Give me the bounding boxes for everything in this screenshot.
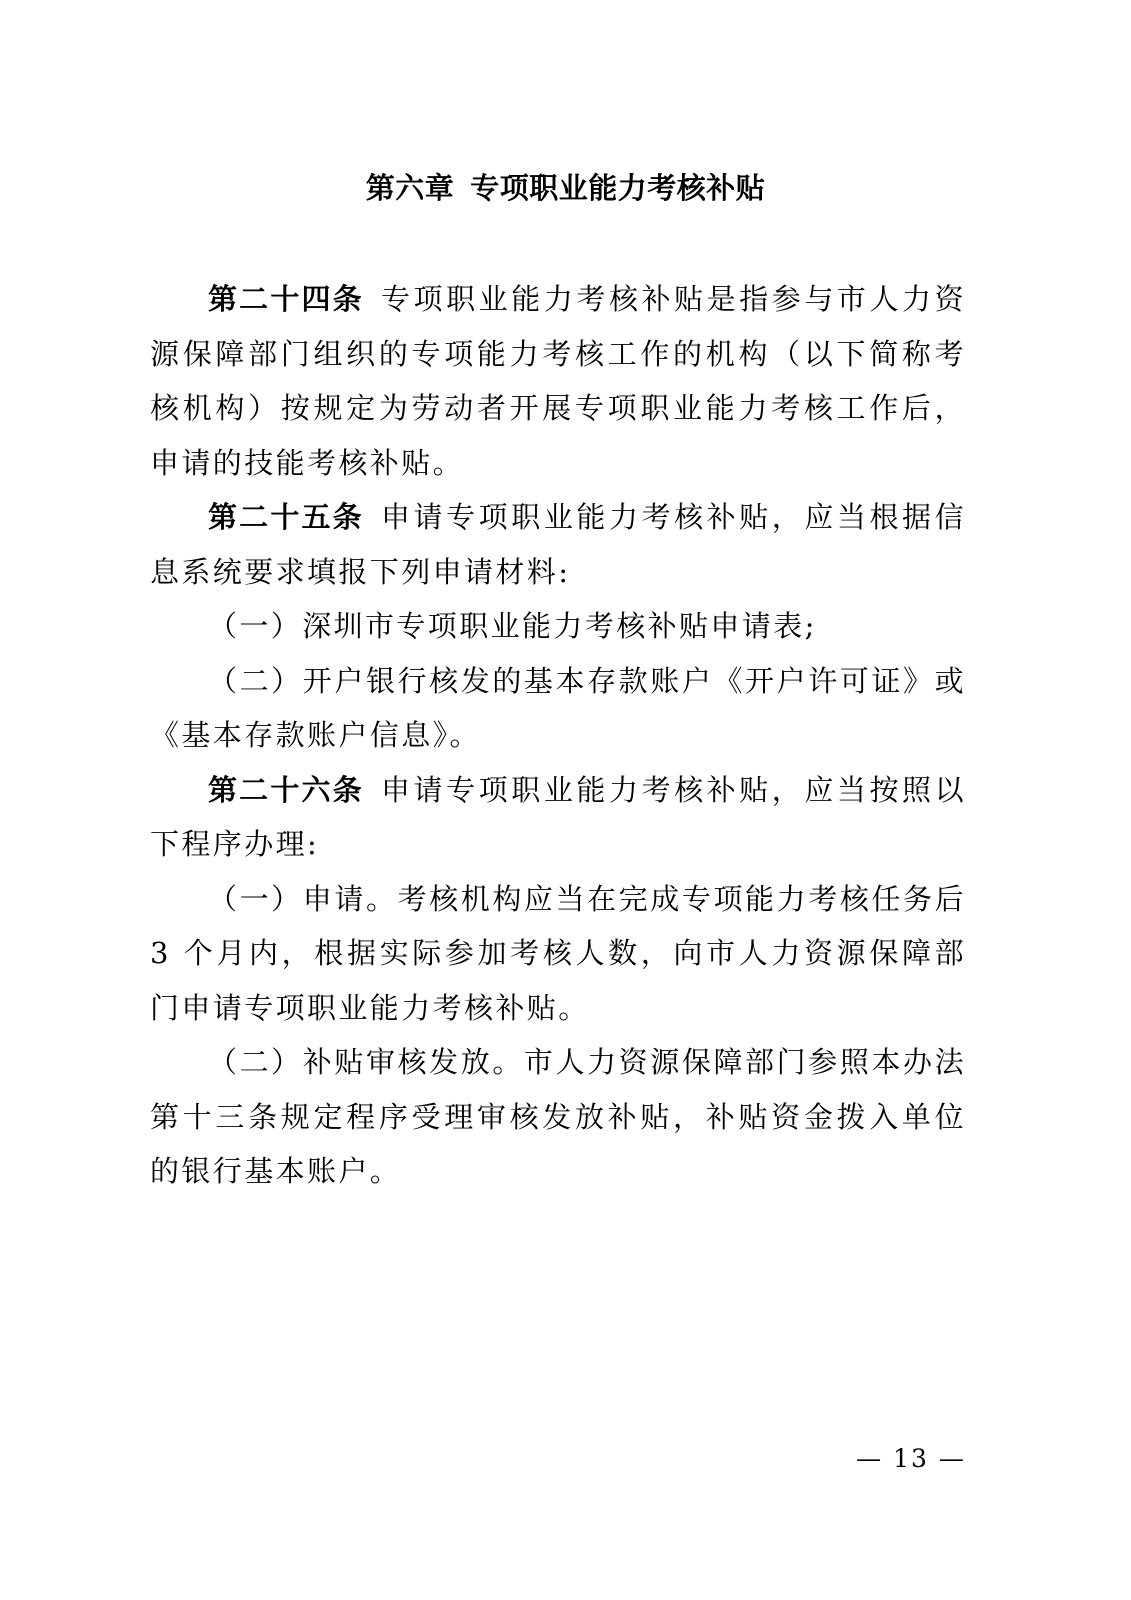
page-number: — 13 — — [856, 1444, 966, 1473]
chapter-title — [0, 168, 1131, 208]
article-number: 第二十四条 — [208, 282, 364, 316]
article-25 — [150, 490, 966, 599]
article-number: 第二十六条 — [208, 772, 364, 807]
document-body — [150, 272, 966, 1199]
article-text: 申请专项职业能力考核补贴，应当按照以下程序办理: — [150, 772, 966, 861]
chapter-number: 第六章 — [365, 171, 455, 205]
article-26-item-2: （二）补贴审核发放。市人力资源保障部门参照本办法第十三条规定程序受理审核发放补贴，补贴资金拨入单位的银行基本账户。 — [150, 1045, 966, 1188]
article-number: 第二十五条 — [208, 500, 364, 534]
chapter-name: 专项职业能力考核补贴 — [470, 171, 766, 205]
article-text: 申请专项职业能力考核补贴，应当根据信息系统要求填报下列申请材料: — [150, 500, 966, 589]
article-25-item-1: （一）深圳市专项职业能力考核补贴申请表; — [208, 609, 817, 643]
article-26-item-1: （一）申请。考核机构应当在完成专项能力考核任务后 3 个月内，根据实际参加考核人数，向市人力资源保障部门申请专项职业能力考核补贴。 — [150, 881, 966, 1025]
article-25-item-2: （二）开户银行核发的基本存款账户《开户许可证》或《基本存款账户信息》。 — [150, 663, 966, 752]
article-text: 专项职业能力考核补贴是指参与市人力资源保障部门组织的专项能力考核工作的机构（以下简称考核机构）按规定为劳动者开展专项职业能力考核工作后，申请的技能考核补贴。 — [150, 282, 966, 480]
article-26 — [150, 763, 966, 872]
article-24 — [150, 272, 966, 490]
